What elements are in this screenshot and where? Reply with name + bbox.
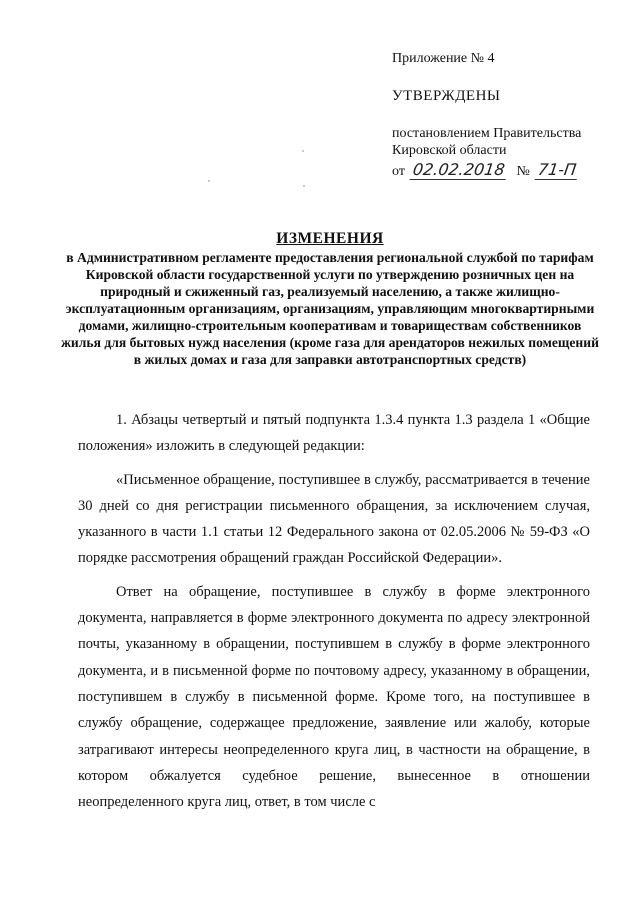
decree-line-2: Кировской области — [392, 143, 507, 158]
date-prefix: от — [392, 164, 405, 179]
number-prefix: № — [516, 164, 530, 179]
decree-date-line — [392, 160, 579, 180]
paragraph-3: Ответ на обращение, поступившее в службу в форме электронного документа, направляется в форме электронного документа по адресу электронной почты, указанному в обращении, поступившем в службу в форме электронного документа, и в письменной форме по почтовому адресу, указанному в обращении, поступившем в службу в письменной форме. Кроме того, на поступившее в службу обращение, содержащее предложение, заявление или жалобу, которые затрагивают интересы неопределенного круга лиц, в частности на обращение, в котором обжалуется судебное решение, вынесенное в отношении неопределенного круга лиц, ответ, в том числе с — [78, 583, 590, 811]
scan-speck — [208, 180, 210, 182]
paragraph-2: «Письменное обращение, поступившее в службу, рассматривается в течение 30 дней со дня регистрации письменного обращения, за исключением случая, указанного в части 1.1 статьи 12 Федерального закона от 02.05.2006 № 59-ФЗ «О порядке рассмотрения обращений граждан Российской Федерации». — [78, 471, 590, 567]
approved-label: УТВЕРЖДЕНЫ — [392, 88, 501, 104]
handwritten-number: 71-П — [535, 160, 580, 180]
document-body — [78, 407, 590, 822]
scan-speck — [303, 185, 305, 187]
paragraph-1: 1. Абзацы четвертый и пятый подпункта 1.3.4 пункта 1.3 раздела 1 «Общие положения» изложить в следующей редакции: — [78, 412, 590, 455]
handwritten-date: 02.02.2018 — [410, 160, 508, 180]
document-subtitle: в Административном регламенте предоставления региональной службой по тарифам Кировской области государственной услуги по утверждению розничных цен на природный и сжиженный газ, реализуемый населению, а также жилищно-эксплуатационным организациям, организациям, управляющим многоквартирными домами, жилищно-строительным кооперативам и товариществам собственников жилья для бытовых нужд населения (кроме газа для арендаторов нежилых помещений в жилых домах и газа для заправки автотранспортных средств) — [61, 250, 599, 367]
decree-line-1: постановлением Правительства — [392, 126, 582, 141]
appendix-label: Приложение № 4 — [392, 51, 495, 66]
scan-speck — [302, 150, 304, 152]
document-title: ИЗМЕНЕНИЯ — [276, 230, 384, 247]
document-title-block — [60, 229, 600, 368]
decree-reference — [392, 125, 581, 159]
